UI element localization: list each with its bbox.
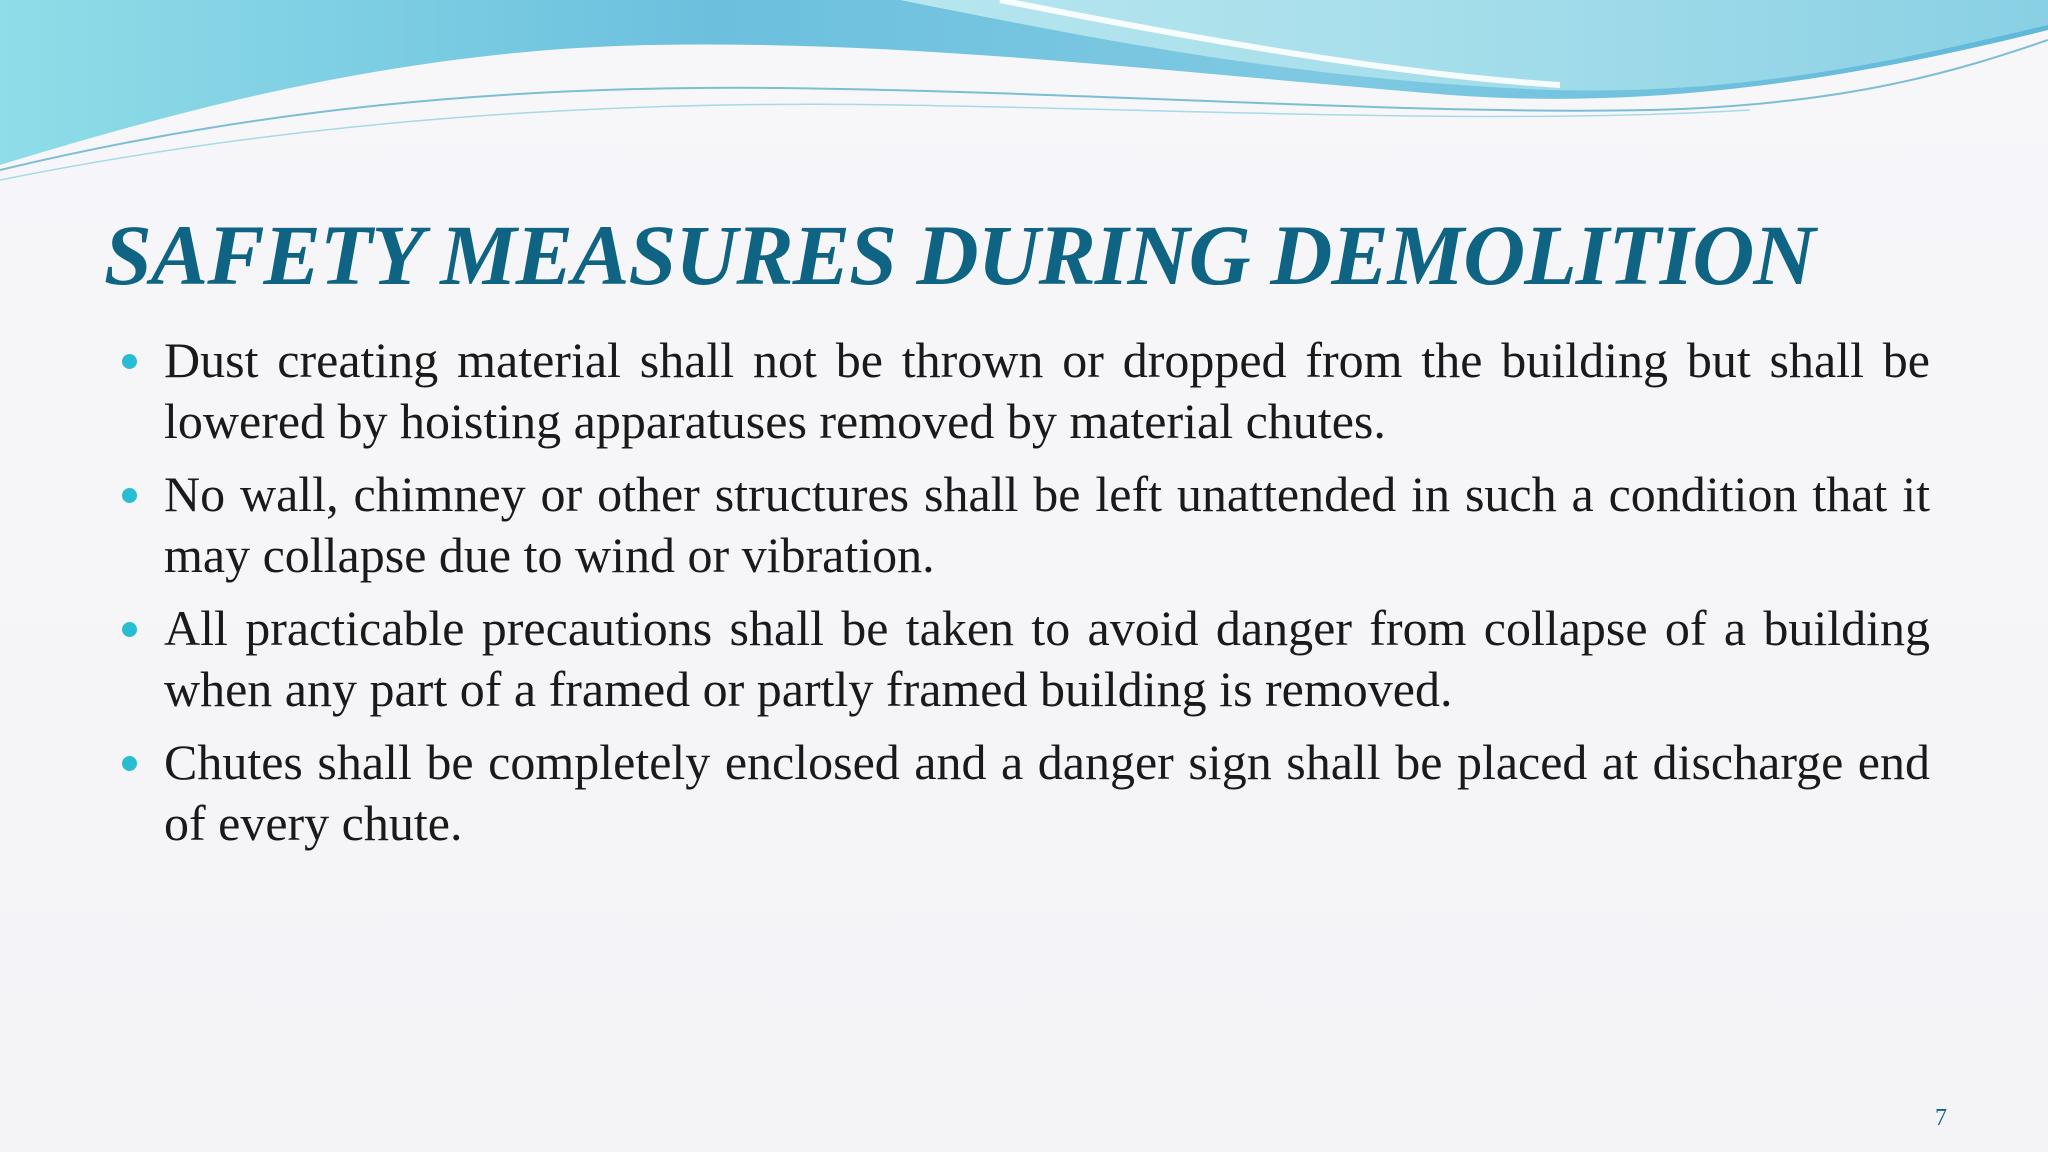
bullet-dot-icon (122, 756, 137, 771)
page-number: 7 (1935, 1105, 1947, 1131)
list-item (122, 330, 1930, 452)
bullet-text: Chutes shall be completely enclosed and a danger sign shall be placed at discharge end of every chute. (164, 734, 1930, 851)
slide-title: SAFETY MEASURES DURING DEMOLITION (104, 207, 1815, 303)
list-item (122, 732, 1930, 854)
bullet-text: Dust creating material shall not be thrown or dropped from the building but shall be lowered by hoisting apparatuses removed by material chutes. (164, 332, 1930, 449)
list-item (122, 464, 1930, 586)
bullet-dot-icon (122, 622, 137, 637)
bullet-text: All practicable precautions shall be taken to avoid danger from collapse of a building when any part of a framed or partly framed building is removed. (164, 600, 1930, 717)
bullet-dot-icon (122, 354, 137, 369)
bullet-list (122, 330, 1930, 866)
bullet-dot-icon (122, 488, 137, 503)
bullet-text: No wall, chimney or other structures shall be left unattended in such a condition that it may collapse due to wind or vibration. (164, 466, 1930, 583)
list-item (122, 598, 1930, 720)
header-wave-decoration (0, 0, 2048, 190)
